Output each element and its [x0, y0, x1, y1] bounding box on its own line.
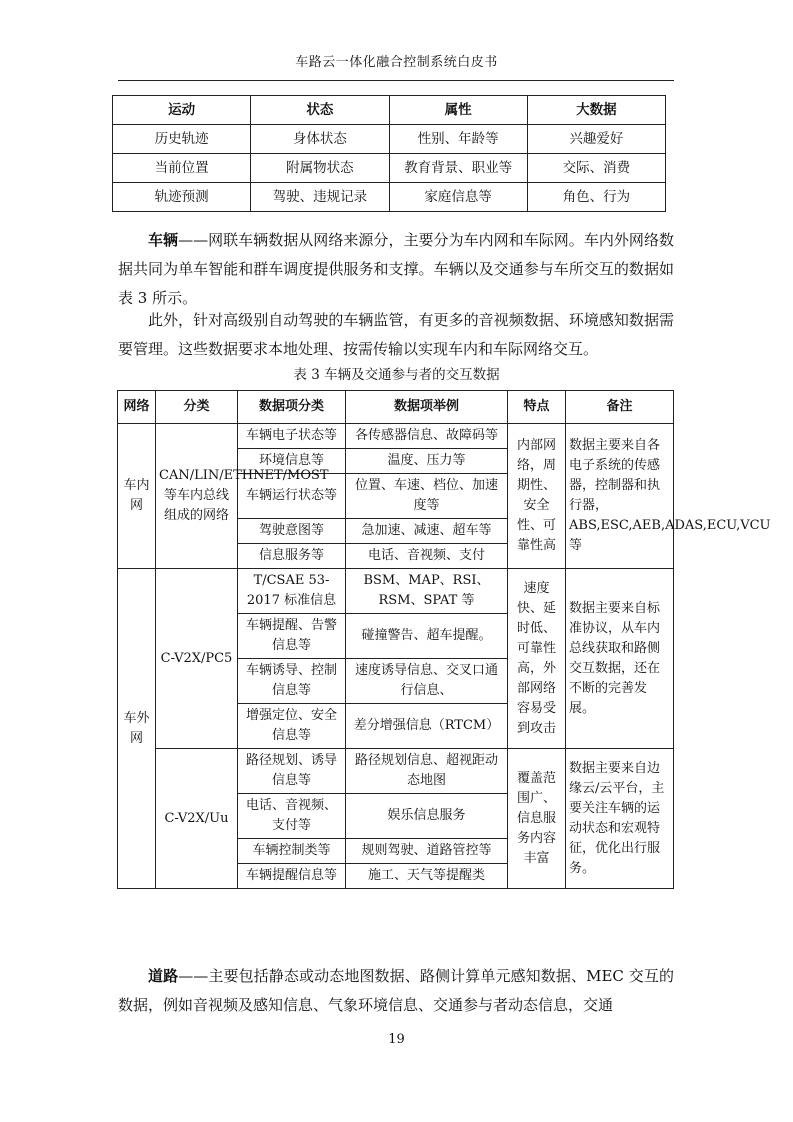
column-header: 特点 [508, 391, 566, 424]
table-cell: 车辆电子状态等 [238, 424, 346, 449]
table-cell: 速度诱导信息、交叉口通行信息、 [346, 659, 508, 704]
vehicle-paragraph [118, 226, 674, 313]
table-cell: 施工、天气等提醒类 [346, 864, 508, 889]
table-cell: 车辆诱导、控制信息等 [238, 659, 346, 704]
table-cell: T/CSAE 53-2017 标准信息 [238, 569, 346, 614]
table-cell: 路径规划信息、超视距动态地图 [346, 749, 508, 794]
personal-data-table [112, 95, 666, 212]
road-paragraph [118, 962, 674, 1020]
table-cell: 车辆提醒、告警信息等 [238, 614, 346, 659]
table-cell: 各传感器信息、故障码等 [346, 424, 508, 449]
table-cell: 急加速、减速、超车等 [346, 519, 508, 544]
table-row [118, 749, 674, 794]
table-cell: 规则驾驶、道路管控等 [346, 839, 508, 864]
table-row [113, 154, 666, 183]
table-caption: 表 3 车辆及交通参与者的交互数据 [293, 367, 500, 383]
table-cell: 兴趣爱好 [527, 125, 665, 154]
network-cell: 车外网 [118, 569, 156, 889]
vehicle-lead-term: 车辆 [148, 231, 179, 249]
feature-cell: 覆盖范围广、信息服务内容丰富 [508, 749, 566, 889]
road-paragraph-text: ——主要包括静态或动态地图数据、路侧计算单元感知数据、MEC 交互的数据，例如音视频及感知信息、气象环境信息、交通参与者动态信息，交通 [118, 967, 674, 1014]
table-cell: 轨迹预测 [113, 183, 251, 212]
column-header: 数据项举例 [346, 391, 508, 424]
table-cell: 差分增强信息（RTCM） [346, 704, 508, 749]
table-cell: 电话、音视频、支付等 [238, 794, 346, 839]
feature-cell: 速度快、延时低、可靠性高，外部网络容易受到攻击 [508, 569, 566, 749]
header-divider [118, 80, 674, 81]
table-cell: 角色、行为 [527, 183, 665, 212]
table-cell: 历史轨迹 [113, 125, 251, 154]
table-cell: 车辆提醒信息等 [238, 864, 346, 889]
table-cell: 附属物状态 [251, 154, 389, 183]
note-cell: 数据主要来自各电子系统的传感器，控制器和执行器，ABS,ESC,AEB,ADAS,ECU,VCU 等 [566, 424, 674, 569]
category-cell: CAN/LIN/ETHNET/MOST 等车内总线组成的网络 [156, 424, 238, 569]
table-row [113, 125, 666, 154]
road-lead-term: 道路 [148, 967, 179, 985]
feature-cell: 内部网络，周期性、安全性、可靠性高 [508, 424, 566, 569]
column-header: 大数据 [527, 96, 665, 125]
table-cell: 身体状态 [251, 125, 389, 154]
column-header: 网络 [118, 391, 156, 424]
table-cell: BSM、MAP、RSI、RSM、SPAT 等 [346, 569, 508, 614]
column-header: 属性 [389, 96, 527, 125]
column-header: 运动 [113, 96, 251, 125]
network-cell: 车内网 [118, 424, 156, 569]
table-header-row [118, 391, 674, 424]
table-cell: 信息服务等 [238, 544, 346, 569]
interaction-data-table [117, 390, 771, 889]
monitoring-paragraph: 此外，针对高级别自动驾驶的车辆监管，有更多的音视频数据、环境感知数据需要管理。这些数据要求本地处理、按需传输以实现车内和车际网络交互。 [118, 311, 674, 358]
table-cell: 碰撞警告、超车提醒。 [346, 614, 508, 659]
column-header: 分类 [156, 391, 238, 424]
column-header: 备注 [566, 391, 674, 424]
table-cell: 当前位置 [113, 154, 251, 183]
table-cell: 增强定位、安全信息等 [238, 704, 346, 749]
note-cell: 数据主要来自标准协议，从车内总线获取和路侧交互数据，还在不断的完善发展。 [566, 569, 674, 749]
vehicle-paragraph-text: ——网联车辆数据从网络来源分，主要分为车内网和车际网。车内外网络数据共同为单车智能和群车调度提供服务和支撑。车辆以及交通参与车所交互的数据如表 3 所示。 [118, 231, 674, 307]
table-cell: 娱乐信息服务 [346, 794, 508, 839]
table-cell: 车辆控制类等 [238, 839, 346, 864]
table-cell: 位置、车速、档位、加速度等 [346, 474, 508, 519]
table-cell: 驾驶、违规记录 [251, 183, 389, 212]
table-cell: 电话、音视频、支付 [346, 544, 508, 569]
table-row [113, 183, 666, 212]
table-header-row [113, 96, 666, 125]
category-cell: C-V2X/PC5 [156, 569, 238, 749]
column-header: 状态 [251, 96, 389, 125]
table-row [118, 569, 674, 614]
page-number: 19 [388, 1032, 405, 1047]
category-cell: C-V2X/Uu [156, 749, 238, 889]
table-cell: 温度、压力等 [346, 449, 508, 474]
column-header: 数据项分类 [238, 391, 346, 424]
table-cell: 车辆运行状态等 [238, 474, 346, 519]
table-cell: 家庭信息等 [389, 183, 527, 212]
table-cell: 交际、消费 [527, 154, 665, 183]
table-row [118, 424, 674, 449]
table-cell: 性别、年龄等 [389, 125, 527, 154]
table-cell: 环境信息等 [238, 449, 346, 474]
page-header-title: 车路云一体化融合控制系统白皮书 [295, 55, 498, 70]
table-cell: 驾驶意图等 [238, 519, 346, 544]
table-cell: 路径规划、诱导信息等 [238, 749, 346, 794]
note-cell: 数据主要来自边缘云/云平台，主要关注车辆的运动状态和宏观特征，优化出行服务。 [566, 749, 674, 889]
table-cell: 教育背景、职业等 [389, 154, 527, 183]
